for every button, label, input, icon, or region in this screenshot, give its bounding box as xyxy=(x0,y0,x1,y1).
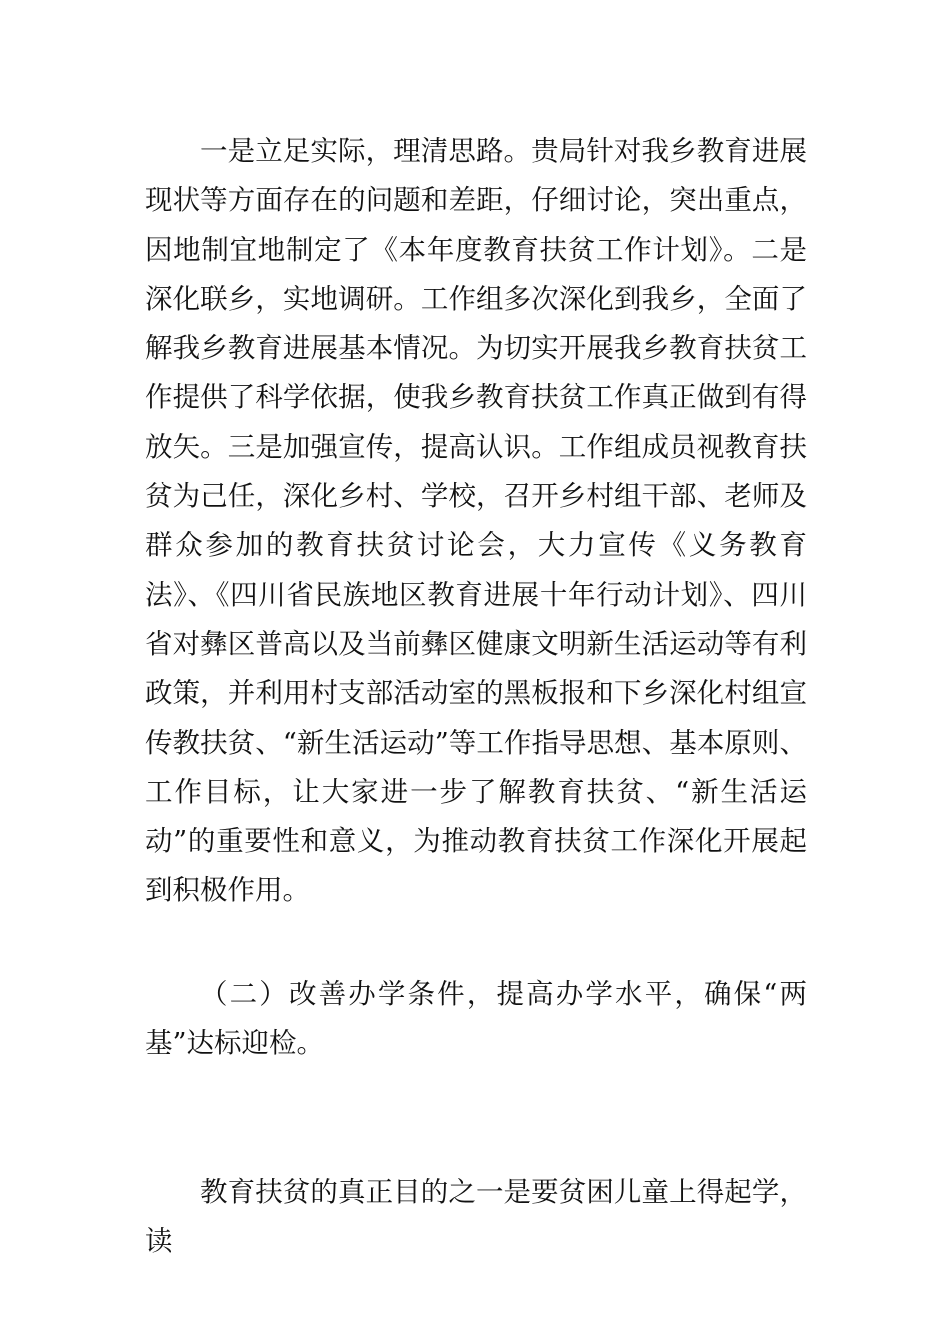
body-paragraph: 教育扶贫的真正目的之一是要贫困儿童上得起学，读 xyxy=(145,1176,807,1258)
section-heading-paragraph: （二）改善办学条件，提高办学水平，确保“两基”达标迎检。 xyxy=(145,978,807,1060)
body-paragraph: 一是立足实际，理清思路。贵局针对我乡教育进展现状等方面存在的问题和差距，仔细讨论，突出重点，因地制宜地制定了《本年度教育扶贫工作计划》。二是深化联乡，实地调研。工作组多次深化到我乡，全面了解我乡教育进展基本情况。为切实开展我乡教育扶贫工作提供了科学依据，使我乡教育扶贫工作真正做到有得放矢。三是加强宣传，提高认识。工作组成员视教育扶贫为己任，深化乡村、学校，召开乡村组干部、老师及群众参加的教育扶贫讨论会，大力宣传《义务教育法》、《四川省民族地区教育进展十年行动计划》、四川省对彝区普高以及当前彝区健康文明新生活运动等有利政策，并利用村支部活动室的黑板报和下乡深化村组宣传教扶贫、“新生活运动”等工作指导思想、基本原则、工作目标，让大家进一步了解教育扶贫、“新生活运动”的重要性和意义，为推动教育扶贫工作深化开展起到积极作用。 xyxy=(145,135,807,907)
